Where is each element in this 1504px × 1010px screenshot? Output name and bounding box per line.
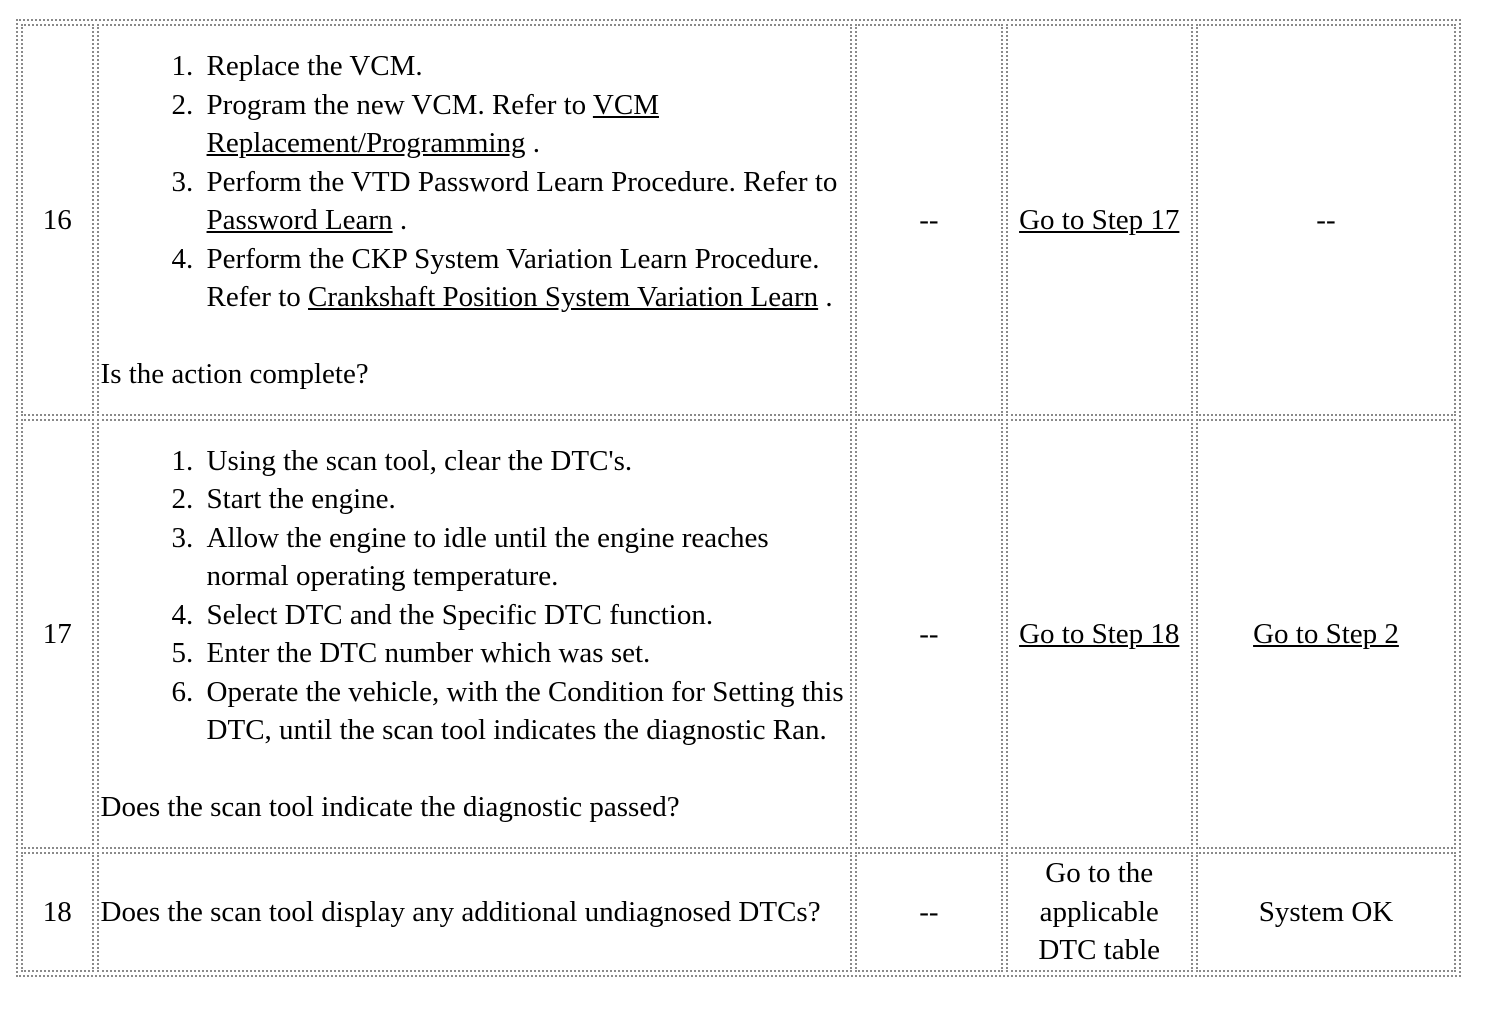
list-item: [201, 240, 849, 317]
action-list: [101, 47, 849, 317]
list-item: 5. Enter the DTC number which was set.: [201, 634, 849, 673]
action-text: Perform the VTD Password Learn Procedure. Refer to: [206, 165, 838, 198]
list-item: 6. Operate the vehicle, with the Condition for Setting this DTC, until the scan tool indicates the diagnostic Ran.: [201, 673, 849, 750]
step-number: 18: [21, 852, 94, 972]
go-to-step-18-link[interactable]: Go to Step 18: [1019, 617, 1180, 650]
vcm-replacement-programming-link[interactable]: VCM Replacement/Programming: [206, 88, 659, 159]
diagnostic-steps-table: [16, 19, 1461, 977]
list-item: 2. Start the engine.: [201, 480, 849, 519]
action-cell: [97, 24, 853, 416]
action-text: Replace the VCM.: [206, 50, 423, 82]
action-list: [101, 442, 849, 750]
step-number: 17: [21, 419, 94, 849]
action-cell: [97, 419, 853, 849]
list-item: [201, 47, 849, 86]
step-question: Does the scan tool display any additional undiagnosed DTCs?: [100, 895, 821, 928]
value-cell: --: [855, 419, 1002, 849]
list-item: 1. Using the scan tool, clear the DTC's.: [201, 442, 849, 481]
step-question: Is the action complete?: [100, 357, 369, 390]
step-question: Does the scan tool indicate the diagnostic passed?: [100, 790, 680, 823]
action-text: Program the new VCM. Refer to: [206, 88, 593, 121]
value-cell: --: [855, 24, 1002, 416]
go-to-step-17-link[interactable]: Go to Step 17: [1019, 203, 1180, 236]
password-learn-link[interactable]: Password Learn: [206, 204, 393, 236]
table-row: [21, 419, 1456, 849]
action-text-suffix: .: [818, 281, 833, 313]
list-item: [201, 86, 849, 163]
list-item: 3. Allow the engine to idle until the engine reaches normal operating temperature.: [201, 519, 849, 596]
table-row: [21, 852, 1456, 972]
table-row: [21, 24, 1456, 416]
no-cell: --: [1196, 24, 1456, 416]
yes-cell: [1006, 24, 1193, 416]
no-cell: System OK: [1196, 852, 1456, 972]
crankshaft-position-variation-learn-link[interactable]: Crankshaft Position System Variation Learn: [308, 281, 819, 313]
step-number: 16: [21, 24, 94, 416]
action-text: Perform the CKP System Variation Learn Procedure. Refer to: [206, 242, 820, 313]
no-cell: [1196, 419, 1456, 849]
value-cell: --: [855, 852, 1002, 972]
action-text-suffix: .: [525, 127, 540, 159]
list-item: [201, 163, 849, 240]
action-text-suffix: .: [392, 204, 408, 236]
yes-cell: Go to the applicable DTC table: [1006, 852, 1193, 972]
go-to-step-2-link[interactable]: Go to Step 2: [1253, 617, 1399, 650]
action-cell: [97, 852, 853, 972]
list-item: 4. Select DTC and the Specific DTC function.: [201, 596, 849, 635]
yes-cell: [1006, 419, 1193, 849]
